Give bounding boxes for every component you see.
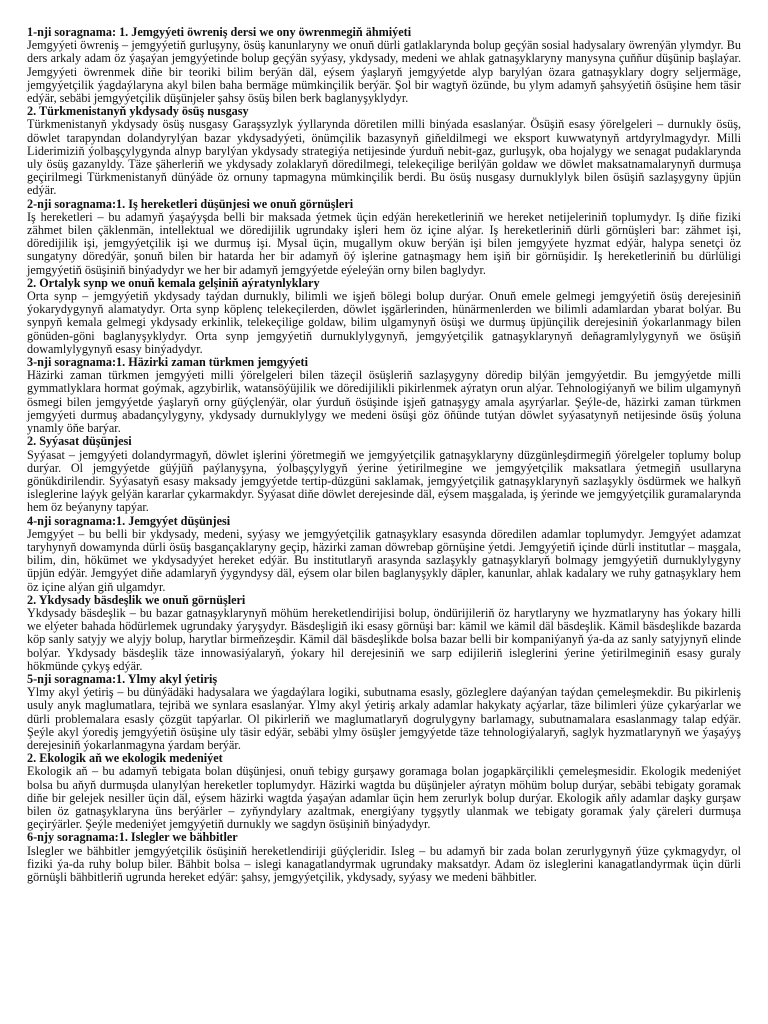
section-7 xyxy=(27,515,741,594)
section-heading: 2. Ekologik aň we ekologik medeniýet xyxy=(27,751,223,766)
section-paragraph: Iş hereketleri – bu adamyň ýaşaýyşda belli bir maksada ýetmek üçin edýän hereketleriniň we hereket netijeleriniň toplumydyr. Iş diňe fiziki zähmet bilen çäklenmän, intellektual we döredijilik ugrundaky işleri hem öz içine alýar. Iş hereketleriniň dürli görnüşleri bar: zähmet işi, döredijilik işi, jemgyýetçilik işi we durmuş işi. Mysal üçin, mugallym okuw berýän işi bilen jemgyýete hyzmat edýär, halypa senetçi öz sungatyny döredýär, şonuň bilen bir hatarda her bir adamyň öý işlerine gatnaşmagy hem işiň bir görnüşidir. Iş hereketleriniň bu dürlüligi jemgyýetiň ösüşiniň binýadydyr we her bir adamyň jemgyýetde eýeleýän orny bilen baglydyr. xyxy=(27,209,741,277)
section-heading: 3-nji soragnama:1. Häzirki zaman türkmen jemgyýeti xyxy=(27,355,308,370)
section-paragraph: Jemgyýet – bu belli bir ykdysady, medeni, syýasy we jemgyýetçilik gatnaşyklary esasynda döredilen adamlar toplumydyr. Jemgyýet adamzat taryhynyň dowamynda dürli ösüş basgançaklaryny geçip, häzirki zaman döwrebap görnüşine ýetdi. Jemgyýetiň içinde dürli institutlar – maşgala, bilim, din, hökümet we ykdysadyýet hereket edýär. Bu institutlaryň arasynda sazlaşykly gatnaşyklaryň bolmagy jemgyýetiň durnuklylygyny üpjün edýär. Jemgyýet diňe adamlaryň ýygyndysy däl, eýsem olar bilen baglanyşykly däpler, kanunlar, ahlak kadalary we ruhy gatnaşyklary hem öz içine alýan giň ulgamdyr. xyxy=(27,526,741,594)
section-heading: 5-nji soragnama:1. Ylmy akyl ýetiriş xyxy=(27,671,218,686)
section-paragraph: Orta synp – jemgyýetiň ykdysady taýdan durnukly, bilimli we işjeň bölegi bolup durýar. Onuň emele gelmegi jemgyýetiň ösüş derejesiniň ýokarydygynyň alamatydyr. Orta synp köplenç telekeçilerden, döwlet işgärlerinden, hünärmenlerden we bilimli adamlardan ybarat bolýar. Bu synpyň kemala gelmegi ykdysady erkinlik, telekeçilige goldaw, bilim ulgamynyň ösüşi we durmuş üpjünçilik derejesiniň ýokarlanmagy bilen gönüden-göni baglanyşyklydyr. Orta synp jemgyýetiň durnuklylygynyň, jemgyýetçilik gatnaşyklarynyň deňagramlylygynyň we ösüşiň dowamlylygynyň esasy binýadydyr. xyxy=(27,289,741,356)
section-heading: 4-nji soragnama:1. Jemgyýet düşünjesi xyxy=(27,513,231,528)
section-heading: 6-njy soragnama:1. Islegler we bähbitler xyxy=(27,830,238,845)
section-paragraph: Syýasat – jemgyýeti dolandyrmagyň, döwlet işlerini ýöretmegiň we jemgyýetçilik gatnaşyklaryny düzgünleşdirmegiň ýörelgeler toplumy bolup durýar. Ol jemgyýetde güýjüň paýlanyşyna, ýolbaşçylygyň ýerine ýetirilmegine we jemgyýetçilik maksatlara ýetmegiň usullaryna gönükdirilendir. Syýasatyň esasy maksady jemgyýetde tertip-düzgüni saklamak, jemgyýetçilik gatnaşyklarynyň sazlaşykly ösdürmek we halkyň isleglerine laýyk gelýän kararlar çykarmakdyr. Syýasat diňe döwlet derejesinde däl, eýsem maşgalada, iş ýerinde we jemgyýetçilik guramalarynda hem öz beýanyny tapýar. xyxy=(27,447,741,515)
section-11 xyxy=(27,831,741,884)
section-heading: 2. Syýasat düşünjesi xyxy=(27,434,132,449)
section-6 xyxy=(27,435,741,514)
section-heading: 1-nji soragnama: 1. Jemgyýeti öwreniş dersi we ony öwrenmegiň ähmiýeti xyxy=(27,25,412,39)
section-paragraph: Ykdysady bäsdeşlik – bu bazar gatnaşyklarynyň möhüm hereketlendirijisi bolup, öndürijileriň öz harytlaryny we hyzmatlaryny has ýokary hilli we elýeter bahada hödürlemek ugrundaky ýaryşydyr. Bäsdeşligiň iki esasy görnüşi bar: kämil we kämil däl bäsdeşlik. Kämil bäsdeşlikde bazarda köp sanly satyjy we alyjy bolup, harytlar birmeňzeşdir. Kämil däl bäsdeşlikde bolsa bazar belli bir kompaniýanyň ýa-da az sanly satyjynyň elinde bolýar. Ykdysady bäsdeşlik täze innowasiýalaryň, ýokary hil derejesiniň we sarp edijileriň isleglerini ýerine ýetirilmeginiň esasy guraly hökmünde çykyş edýär. xyxy=(27,605,741,673)
section-heading: 2. Ykdysady bäsdeşlik we onuň görnüşleri xyxy=(27,592,246,607)
section-paragraph: Ekologik aň – bu adamyň tebigata bolan düşünjesi, onuň tebigy gurşawy goramaga bolan jogapkärçilikli çemeleşmesidir. Ekologik medeniýet bolsa bu aňyň durmuşda ulanylýan hereketler toplumydyr. Häzirki wagtda bu düşünjeler aýratyn möhüm bolup durýar, sebäbi tebigaty goramak diňe bir gelejek nesiller üçin däl, eýsem häzirki wagtda ýaşaýan adamlar üçin hem zerurlyk bolup durýar. Ekologik aňly adamlar daşky gurşaw bilen öz gatnaşyklaryna üns berýärler – zyňyndylary azaltmak, energiýany tygşytly ulanmak we tebigaty goramak ýaly çäreleri durmuşa geçirýärler. Şeýle medeniýet jemgyýetiň durnukly we sagdyn ösüşiniň binýadydyr. xyxy=(27,764,741,832)
section-heading: 2. Türkmenistanyň ykdysady ösüş nusgasy xyxy=(27,104,249,119)
section-5 xyxy=(27,356,741,435)
section-4 xyxy=(27,277,741,356)
section-paragraph: Islegler we bähbitler jemgyýetçilik ösüşiniň hereketlendiriji güýçleridir. Isleg – bu adamyň bir zada bolan zerurlygynyň ýüze çykmagydyr, ol fiziki ýa-da ruhy bolup biler. Bähbit bolsa – islegi kanagatlandyrmak ugrundaky maksatdyr. Adam öz isleglerini kanagatlandyrmak üçin dürli görnüşli bähbitleriň ugrunda hereket edýär: şahsy, jemgyýetçilik, ykdysady, syýasy we medeni bähbitler. xyxy=(27,843,741,884)
section-2 xyxy=(27,105,741,197)
section-paragraph: Türkmenistanyň ykdysady ösüş nusgasy Garaşsyzlyk ýyllarynda döretilen milli binýada esaslanýar. Ösüşiň esasy ýörelgeleri – durnukly ösüş, döwlet tarapyndan dolandyrylýan bazar ykdysadyýeti, önümçilik bazasynyň giňeldilmegi we eksport kuwwatynyň artdyrylmagydyr. Milli Liderimiziň ýolbaşçylygynda alnyp barylýan ykdysady strategiýa netijesinde ýurduň nebit-gaz, gurluşyk, oba hojalygy we senagat pudaklarynda uly ösüş gazanyldy. Täze şäherleriň we ykdysady zolaklaryň döredilmegi, telekeçilige berilýän goldaw we döwlet maksatnamalarynyň durmuşa geçirilmegi Türkmenistanyň dünýäde öz ornuny tapmagyna mümkinçilik berdi. Bu ösüş nusgasy durnuklylyk bilen ösüşiň sazlaşygyny üpjün edýär. xyxy=(27,117,741,198)
section-paragraph: Häzirki zaman türkmen jemgyýeti milli ýörelgeleri bilen täzeçil ösüşleriň sazlaşygyny döredip bilýän jemgyýetdir. Bu jemgyýetde milli gymmatlyklara hormat goýmak, agzybirlik, watansöýüjilik we döredijilikli pikirlenmek aýratyn orun alýar. Tehnologiýanyň we bilim ulgamynyň ösmegi bilen jemgyýetde ýaşlaryň orny güýçlenýär, olar ýurduň ösüşinde işjeň gatnaşygy amala aşyrýarlar. Şeýle-de, häzirki zaman türkmen jemgyýeti durmuş abadançylygyny, ykdysady durnuklylygy we medeni ösüşi göz öňünde tutýan döwlet syýasatynyň netijesinde ösüş ýoluna ynamly öňe barýar. xyxy=(27,368,741,436)
section-heading: 2. Ortalyk synp we onuň kemala gelşiniň aýratynlyklary xyxy=(27,275,320,290)
section-3 xyxy=(27,198,741,277)
section-10 xyxy=(27,752,741,831)
section-8 xyxy=(27,594,741,673)
section-paragraph: Ylmy akyl ýetiriş – bu dünýädäki hadysalara we ýagdaýlara logiki, subutnama esasly, gözleglere daýanýan taýdan çemeleşmekdir. Bu pikirleniş usuly anyk maglumatlara, tejribä we synlara esaslanýar. Ylmy akyl ýetiriş arkaly adamlar hakykaty açýarlar, täze bilimleri ýüze çykarýarlar we dürli problemalara esasly çözgüt tapýarlar. Ol pikirleriň we maglumatlaryň dogrulygyny barlamagy, subutnamalara esaslanmagy talap edýär. Şeýle akyl ýorediş jemgyýetiň ösüşine uly täsir edýär, sebäbi ylmy ösüşler jemgyýetde täze tehnologiýalaryň, saglyk hyzmatlarynyň we ýaşaýyş derejesiniň ýokarlanmagyna ýardam berýär. xyxy=(27,685,741,752)
section-1 xyxy=(27,26,741,105)
section-heading: 2-nji soragnama:1. Iş hereketleri düşünjesi we onuň görnüşleri xyxy=(27,196,354,211)
section-9 xyxy=(27,673,741,752)
section-paragraph: Jemgyýeti öwreniş – jemgyýetiň gurluşyny, ösüş kanunlaryny we onuň dürli gatlaklarynda bolup geçýän sosial hadysalary öwrenýän ylymdyr. Bu ders arkaly adam öz ýaşaýan jemgyýetinde bolup geçýän syýasy, ykdysady, medeni we ahlak gatnaşyklaryny manysyna çuňňur düşünip başlaýar. Jemgyýeti öwrenmek diňe bir teoriki bilim berýän däl, eýsem ýaşlaryň jemgyýetde alyp barylýan özara gatnaşyklary dogry seljermäge, jemgyýetçilik ýagdaýlaryna akyl bilen baha bermäge mümkinçilik berýär. Şol bir wagtyň özünde, bu ylym adamyň şahsyýetiň ösüşine hem täsir edýär, sebäbi jemgyýetçilik düşünjeler şahsy ösüş bilen berk baglanyşyklydyr. xyxy=(27,38,741,106)
